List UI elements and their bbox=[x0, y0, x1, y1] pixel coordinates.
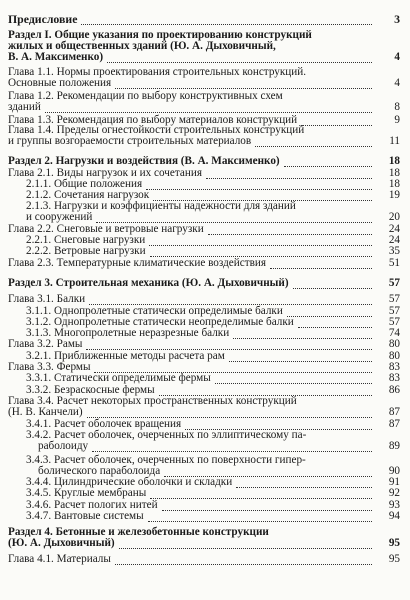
toc-entry-page: 24 bbox=[388, 223, 400, 235]
dot-leader bbox=[148, 519, 372, 522]
toc-entry-title: 3.3.2. Безраскосные фермы bbox=[26, 384, 155, 396]
toc-entry-page: 95 bbox=[388, 537, 400, 549]
toc-entry-page: 86 bbox=[388, 384, 400, 396]
toc-entry-page: 18 bbox=[388, 155, 400, 167]
toc-entry-title: Глава 2.3. Температурные климатические воздействия bbox=[8, 257, 267, 269]
toc-entry-page: 57 bbox=[388, 277, 400, 289]
toc-entry-title: 3.4.7. Вантовые системы bbox=[26, 510, 144, 522]
toc-entry-title: Предисловие bbox=[8, 12, 78, 26]
toc-entry-page: 87 bbox=[388, 406, 400, 418]
dot-leader bbox=[229, 359, 372, 362]
toc-entry-page: 51 bbox=[388, 257, 400, 269]
toc-entry-page: 18 bbox=[388, 167, 400, 179]
toc-entry-title: 3.1.2. Однопролетные статически неопределимые балки bbox=[26, 316, 294, 328]
dot-leader bbox=[270, 266, 372, 269]
dot-leader bbox=[298, 325, 372, 328]
dot-leader bbox=[115, 86, 372, 89]
toc-entry-page: 87 bbox=[388, 418, 400, 430]
toc-entry-title: Раздел I. Общие указания по проектированию конструкций bbox=[8, 29, 312, 41]
dot-leader bbox=[92, 449, 372, 452]
dot-leader bbox=[215, 381, 372, 384]
toc-entry-title: 3.1.3. Многопролетные неразрезные балки bbox=[26, 327, 230, 339]
toc-entry-title: Основные положения bbox=[8, 77, 112, 89]
toc-entry-title: Раздел 2. Нагрузки и воздействия (В. А. Максименко) bbox=[8, 155, 280, 167]
toc-entry-page: 19 bbox=[388, 189, 400, 201]
toc-entry-page: 95 bbox=[388, 553, 400, 565]
dot-leader bbox=[149, 243, 372, 246]
toc-entry-title: жилых и общественных зданий (Ю. А. Дыховичный, bbox=[8, 40, 276, 52]
toc-entry-page: 4 bbox=[394, 77, 400, 89]
toc-entry-page: 80 bbox=[388, 338, 400, 350]
toc-entry-page: 20 bbox=[388, 211, 400, 223]
toc-entry-page: 9 bbox=[394, 114, 400, 126]
dot-leader bbox=[119, 546, 372, 549]
dot-leader bbox=[301, 123, 372, 126]
toc-entry-title: 3.4.5. Круглые мембраны bbox=[26, 487, 147, 499]
dot-leader bbox=[150, 496, 372, 499]
dot-leader bbox=[236, 485, 372, 488]
toc-entry-page: 57 bbox=[388, 316, 400, 328]
toc-entry-page: 89 bbox=[388, 440, 400, 452]
toc-entry-page: 90 bbox=[388, 465, 400, 477]
toc-entry-title: и группы возгораемости строительных материалов bbox=[8, 135, 252, 147]
toc-entry-title: болического параболоида bbox=[38, 465, 161, 477]
toc-entry-title: Раздел 4. Бетонные и железобетонные конструкции bbox=[8, 526, 269, 538]
toc-entry-title: Глава 1.4. Пределы огнестойкости строительных конструкций bbox=[8, 124, 305, 136]
dot-leader bbox=[107, 60, 372, 63]
toc-entry-title: 3.4.3. Расчет оболочек, очерченных по поверхности гипер- bbox=[26, 454, 306, 466]
dot-leader bbox=[206, 176, 372, 179]
toc-entry-page: 24 bbox=[388, 234, 400, 246]
toc-entry-page: 91 bbox=[388, 476, 400, 488]
toc-entry-page: 57 bbox=[388, 305, 400, 317]
toc-entry-page: 93 bbox=[388, 499, 400, 511]
toc-entry-title: 3.2.1. Приближенные методы расчета рам bbox=[26, 350, 225, 362]
toc-entry-page: 80 bbox=[388, 350, 400, 362]
toc-entry-title: 2.1.2. Сочетания нагрузок bbox=[26, 189, 150, 201]
toc-entry-title: 3.4.4. Цилиндрические оболочки и складки bbox=[26, 476, 233, 488]
toc-entry-title: Глава 1.3. Рекомендация по выбору материалов конструкций bbox=[8, 114, 298, 126]
toc-entry-page: 83 bbox=[388, 361, 400, 373]
dot-leader bbox=[208, 232, 372, 235]
toc-entry-title: раболоиду bbox=[38, 440, 89, 452]
toc-entry-title: 2.1.1. Общие положения bbox=[26, 178, 143, 190]
toc-entry-title: Глава 4.1. Материалы bbox=[8, 553, 111, 565]
toc-entry-page: 35 bbox=[388, 245, 400, 257]
toc-entry-title: Глава 1.2. Рекомендации по выбору конструктивных схем bbox=[8, 90, 283, 102]
toc-entry-title: (Н. В. Канчели) bbox=[8, 406, 83, 418]
dot-leader bbox=[233, 336, 372, 339]
dot-leader bbox=[115, 562, 372, 565]
toc-entry-title: Глава 3.1. Балки bbox=[8, 293, 86, 305]
toc-entry-title: Глава 2.1. Виды нагрузок и их сочетания bbox=[8, 167, 202, 179]
toc-entry-page: 57 bbox=[388, 293, 400, 305]
toc-entry-title: 3.4.1. Расчет оболочек вращения bbox=[26, 418, 182, 430]
toc-entry-title: зданий bbox=[8, 101, 41, 113]
dot-leader bbox=[255, 144, 372, 147]
dot-leader bbox=[284, 164, 372, 167]
toc-entry-page: 11 bbox=[389, 135, 400, 147]
toc-entry-title: 2.2.2. Ветровые нагрузки bbox=[26, 245, 146, 257]
toc-entry-title: 2.2.1. Снеговые нагрузки bbox=[26, 234, 146, 246]
toc-entry-title: Глава 3.4. Расчет некоторых пространственных конструкций bbox=[8, 395, 297, 407]
toc-entry-page: 92 bbox=[388, 487, 400, 499]
dot-leader bbox=[287, 314, 372, 317]
toc-entry-title: и сооружений bbox=[26, 211, 93, 223]
toc-entry-page: 94 bbox=[388, 510, 400, 522]
toc-entry-page: 83 bbox=[388, 372, 400, 384]
dot-leader bbox=[45, 110, 372, 113]
toc-entry-page: 74 bbox=[388, 327, 400, 339]
dot-leader bbox=[146, 187, 372, 190]
toc-entry-title: Глава 3.2. Рамы bbox=[8, 338, 83, 350]
toc-entry-page: 4 bbox=[394, 51, 400, 63]
toc-entry-title: Глава 3.3. Фермы bbox=[8, 361, 91, 373]
toc-entry-title: Глава 1.1. Нормы проектирования строительных конструкций. bbox=[8, 66, 307, 78]
toc-entry-title: (Ю. А. Дыховичный) bbox=[8, 537, 115, 549]
toc-entry-title: 3.4.6. Расчет пологих нитей bbox=[26, 499, 158, 511]
toc-entry-title: Раздел 3. Строительная механика (Ю. А. Дыховичный) bbox=[8, 277, 289, 289]
dot-leader bbox=[81, 22, 372, 25]
dot-leader bbox=[162, 508, 372, 511]
toc-entry-title: 2.1.3. Нагрузки и коэффициенты надежности для зданий bbox=[26, 200, 296, 212]
dot-leader bbox=[293, 286, 372, 289]
toc-entry-title: 3.4.2. Расчет оболочек, очерченных по эллиптическому па- bbox=[26, 429, 307, 441]
toc-entry-title: Глава 2.2. Снеговые и ветровые нагрузки bbox=[8, 223, 204, 235]
toc-entry-page: 18 bbox=[388, 178, 400, 190]
toc-entry-title: В. А. Максименко) bbox=[8, 51, 104, 63]
toc-entry-title: 3.3.1. Статически определимые фермы bbox=[26, 372, 211, 384]
toc-entry-title: 3.1.1. Однопролетные статически определимые балки bbox=[26, 305, 283, 317]
toc-entry-page: 3 bbox=[394, 12, 400, 26]
toc-entry-page: 8 bbox=[394, 101, 400, 113]
